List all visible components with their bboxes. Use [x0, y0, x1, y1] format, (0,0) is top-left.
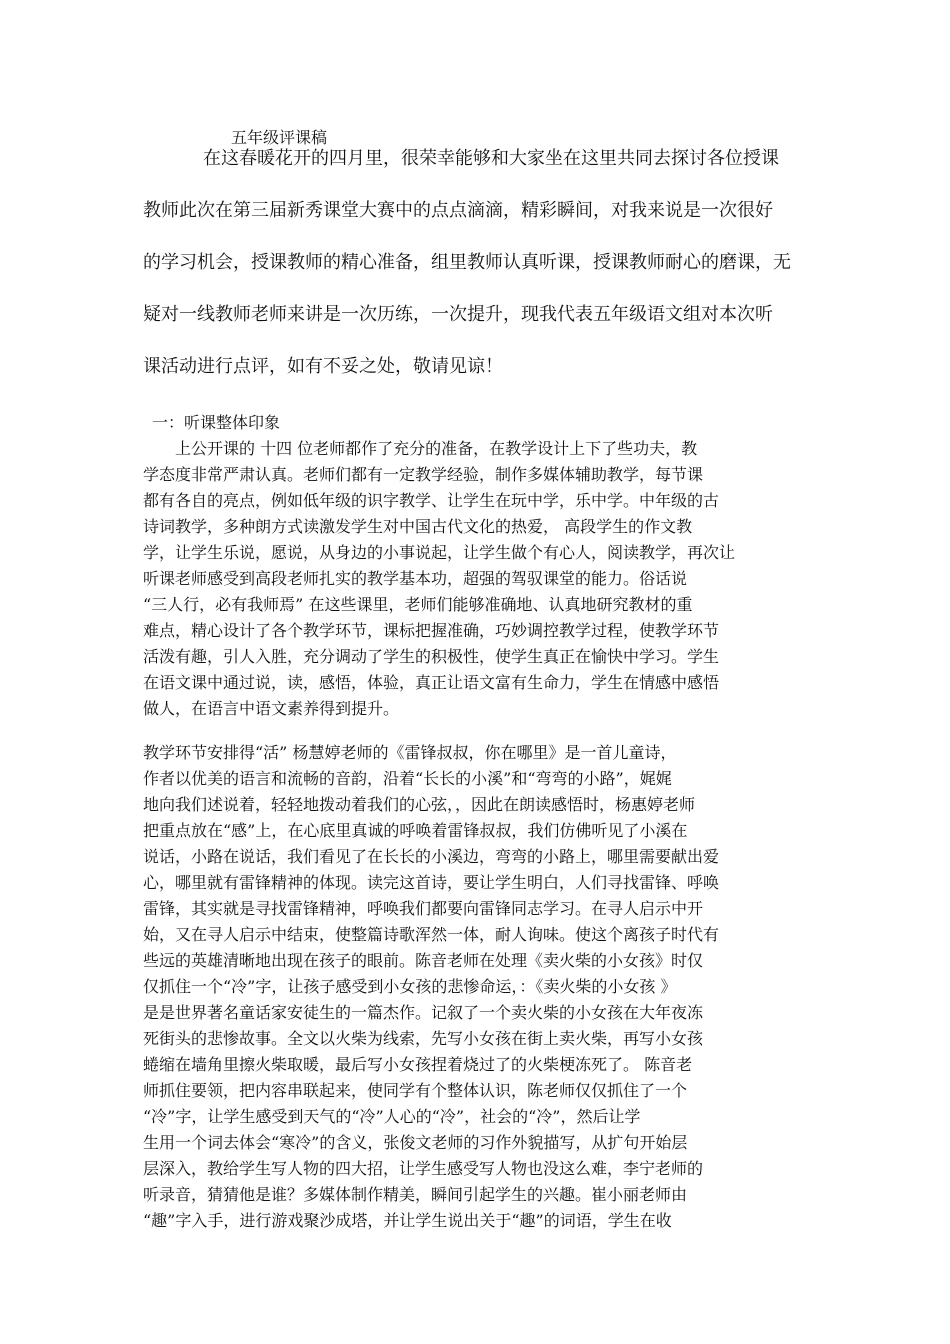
paragraph-line: 层深入，教给学生写人物的四大招，让学生感受写人物也没这么难，李宁老师的 — [143, 1159, 704, 1178]
paragraph-line: 蜷缩在墙角里擦火柴取暖，最后写小女孩捏着烧过了的火柴梗冻死了。 陈音老 — [143, 1055, 693, 1074]
paragraph-line: 学，让学生乐说，愿说，从身边的小事说起，让学生做个有心人，阅读教学，再次让 — [143, 543, 736, 562]
paragraph-line: 是是世界著名童话家安徒生的一篇杰作。记叙了一个卖火柴的小女孩在大年夜冻 — [143, 1003, 704, 1022]
intro-line: 在这春暖花开的四月里，很荣幸能够和大家坐在这里共同去探讨各位授课 — [203, 148, 779, 169]
paragraph-line: 心，哪里就有雷锋精神的体现。读完这首诗，要让学生明白，人们寻找雷锋、呼唤 — [143, 873, 720, 892]
paragraph-line: 师抓住要领，把内容串联起来，使同学有个整体认识，陈老师仅仅抓住了一个 — [143, 1081, 688, 1100]
document-title: 五年级评课稿 — [231, 128, 328, 147]
paragraph-line: 仅抓住一个“冷”字，让孩子感受到小女孩的悲惨命运，：《卖火柴的小女孩 》 — [143, 977, 677, 996]
paragraph-line: 上公开课的 十四 位老师都作了充分的准备，在教学设计上下了些功夫，教 — [175, 439, 698, 458]
paragraph-line: 作者以优美的语言和流畅的音韵，沿着“长长的小溪”和“弯弯的小路”，娓娓 — [143, 769, 672, 788]
intro-paragraph — [143, 145, 813, 405]
paragraph-line: 都有各自的亮点，例如低年级的识字教学、让学生在玩中学，乐中学。中年级的古 — [143, 491, 720, 510]
paragraph-teaching-steps — [143, 740, 813, 1234]
paragraph-line: “三人行，必有我师焉” 在这些课里，老师们能够准确地、认真地研究教材的重 — [143, 595, 693, 614]
paragraph-line: 把重点放在“感”上，在心底里真诚的呼唤着雷锋叔叔，我们仿佛听见了小溪在 — [143, 821, 688, 840]
paragraph-line: 说话，小路在说话，我们看见了在长长的小溪边，弯弯的小路上，哪里需要献出爱 — [143, 847, 720, 866]
paragraph-line: 做人，在语言中语文素养得到提升。 — [143, 699, 400, 718]
intro-line: 的学习机会，授课教师的精心准备，组里教师认真听课，授课教师耐心的磨课，无 — [143, 252, 791, 273]
paragraph-line: 始，又在寻人启示中结束，使整篇诗歌浑然一体，耐人询味。使这个离孩子时代有 — [143, 925, 720, 944]
paragraph-line: “冷”字，让学生感受到天气的“冷”人心的“冷”，社会的“冷”，然后让学 — [143, 1107, 641, 1126]
paragraph-line: 死街头的悲惨故事。全文以火柴为线索，先写小女孩在街上卖火柴，再写小女孩 — [143, 1029, 704, 1048]
paragraph-line: 活泼有趣，引人入胜，充分调动了学生的积极性，使学生真正在愉快中学习。学生 — [143, 647, 720, 666]
paragraph-line: 听录音，猜猜他是谁？多媒体制作精美，瞬间引起学生的兴趣。崔小丽老师由 — [143, 1185, 688, 1204]
intro-line: 课活动进行点评，如有不妥之处，敬请见谅！ — [143, 356, 503, 377]
paragraph-line: “趣”字入手，进行游戏聚沙成塔，并让学生说出关于“趣”的词语，学生在收 — [143, 1211, 672, 1230]
paragraph-line: 听课老师感受到高段老师扎实的教学基本功，超强的驾驭课堂的能力。俗话说 — [143, 569, 688, 588]
paragraph-line: 难点，精心设计了各个教学环节，课标把握准确，巧妙调控教学过程，使教学环节 — [143, 621, 720, 640]
intro-line: 教师此次在第三届新秀课堂大赛中的点点滴滴，精彩瞬间，对我来说是一次很好 — [143, 200, 773, 221]
paragraph-overall-impression — [143, 436, 813, 722]
paragraph-line: 雷锋，其实就是寻找雷锋精神，呼唤我们都要向雷锋同志学习。在寻人启示中开 — [143, 899, 704, 918]
paragraph-line: 在语文课中通过说，读，感悟，体验，真正让语文富有生命力，学生在情感中感悟 — [143, 673, 720, 692]
paragraph-line: 教学环节安排得“活” 杨慧婷老师的《雷锋叔叔，你在哪里》是一首儿童诗， — [143, 743, 677, 762]
paragraph-line: 些远的英雄清晰地出现在孩子的眼前。陈音老师在处理《卖火柴的小女孩》时仅 — [143, 951, 704, 970]
paragraph-line: 学态度非常严肃认真。老师们都有一定教学经验，制作多媒体辅助教学，每节课 — [143, 465, 704, 484]
paragraph-line: 诗词教学，多种朗方式读激发学生对中国古代文化的热爱， 高段学生的作文教 — [143, 517, 693, 536]
section-heading: 一：听课整体印象 — [152, 413, 281, 432]
paragraph-line: 生用一个词去体会“寒冷”的含义，张俊文老师的习作外貌描写，从扩句开始层 — [143, 1133, 688, 1152]
intro-line: 疑对一线教师老师来讲是一次历练，一次提升，现我代表五年级语文组对本次听 — [143, 304, 773, 325]
paragraph-line: 地向我们述说着，轻轻地拨动着我们的心弦，，因此在朗读感悟时，杨惠婷老师 — [143, 795, 696, 814]
